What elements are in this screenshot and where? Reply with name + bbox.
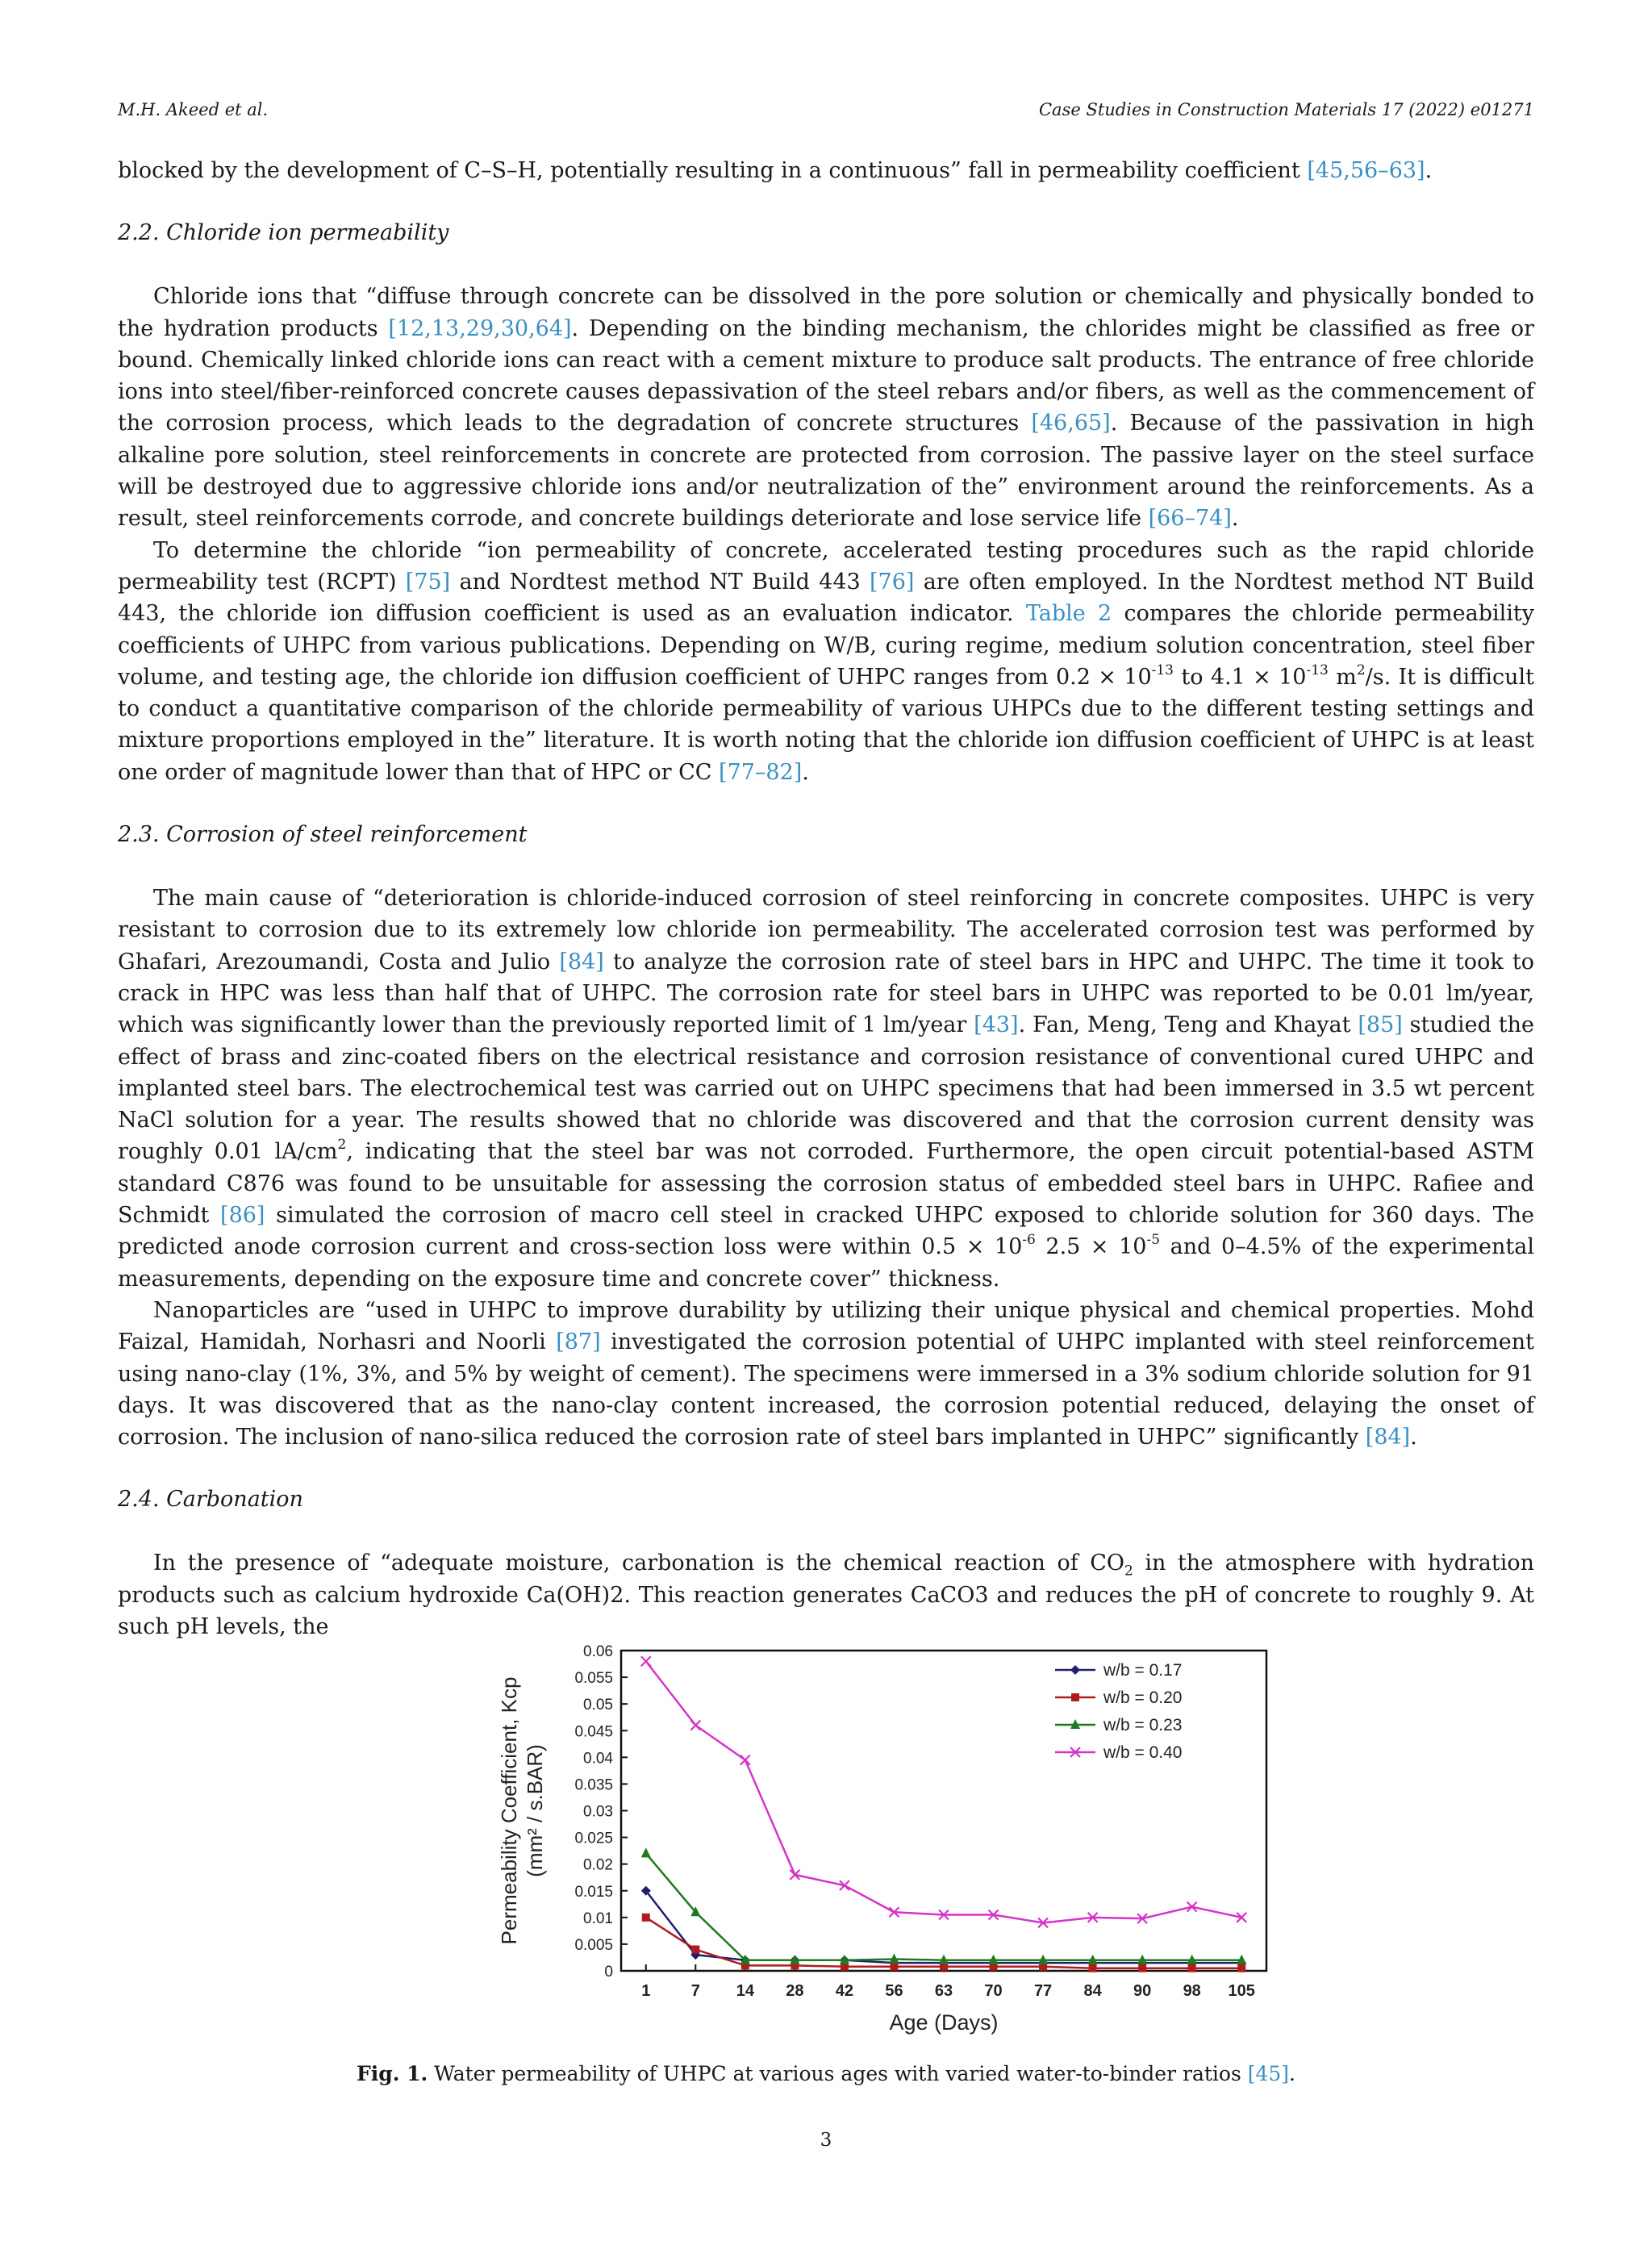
x-tick-label: 56 xyxy=(885,1982,903,2000)
legend-label: w/b = 0.17 xyxy=(1103,1661,1183,1680)
series-line-1 xyxy=(646,1891,1241,1963)
citation-link[interactable]: [66–74] xyxy=(1148,506,1232,532)
x-tick-label: 7 xyxy=(690,1982,700,2000)
x-tick-label: 70 xyxy=(984,1982,1003,2000)
y-tick-label: 0.04 xyxy=(583,1750,613,1768)
x-tick-label: 90 xyxy=(1133,1982,1152,2000)
y-tick-label: 0.01 xyxy=(583,1910,613,1927)
legend-label: w/b = 0.40 xyxy=(1103,1743,1183,1762)
y-axis-title: Permeability Coefficient, Kcp xyxy=(497,1676,521,1945)
header-authors: M.H. Akeed et al. xyxy=(118,100,269,119)
legend-marker xyxy=(1070,1665,1080,1675)
paragraph-corrosion: The main cause of “deterioration is chloride-induced corrosion of steel reinforcing in concrete composites. UHPC is very resistant to corrosion due to its extremely low chloride ion permeability. The accelerated corrosion test was performed by Ghafari, Arezoumandi, Costa and Julio [84] to analyze the corrosion rate of steel bars in HPC and UHPC. The time it took to crack in HPC was less than half that of UHPC. The corrosion rate for steel bars in UHPC was reported to be 0.01 lm/year, which was significantly lower than the previously reported limit of 1 lm/year [43]. Fan, Meng, Teng and Khayat [85] studied the effect of brass and zinc-coated fibers on the electrical resistance and corrosion resistance of conventional cured UHPC and implanted steel bars. The electrochemical test was carried out on UHPC specimens that had been immersed in 3.5 wt percent NaCl solution for a year. The results showed that no chloride was discovered and that the corrosion current density was roughly 0.01 $lA/cm^2$, indicating that the steel bar was not corroded. Furthermore, the open circuit potential-based ASTM standard C876 was found to be unsuitable for assessing the corrosion status of embedded steel bars in UHPC. Rafiee and Schmidt [86] simulated the corrosion of macro cell steel in cracked UHPC exposed to chloride solution for 360 days. The predicted anode corrosion current and cross-section loss were within $0.5 \times 10^{-6}$ $2.5 \times 10^{-5}$ and 0–4.5% of the experimental measurements, depending on the exposure time and concrete cover” thickness. xyxy=(118,886,1534,1292)
paragraph-carbonation: In the presence of “adequate moisture, carbonation is the chemical reaction of $CO_2$ in the atmosphere with hydration products such as calcium hydroxide Ca(OH)2. This reaction generates CaCO3 and reduces the pH of concrete to roughly 9. At such pH levels, the xyxy=(118,1551,1534,1639)
data-point xyxy=(1188,1964,1196,1972)
x-tick-label: 42 xyxy=(835,1982,854,2000)
y-tick-label: 0.005 xyxy=(574,1936,613,1954)
data-point xyxy=(690,1721,700,1730)
y-tick-label: 0.03 xyxy=(583,1803,613,1821)
caption-label: Fig. 1. xyxy=(356,2062,428,2085)
figure-1 xyxy=(476,1628,1283,2047)
paragraph-chloride-ions: Chloride ions that “diffuse through concrete can be dissolved in the pore solution or chemically and physically bonded to the hydration products [12,13,29,30,64]. Depending on the binding mechanism, the chlorides might be classified as free or bound. Chemically linked chloride ions can react with a cement mixture to produce salt products. The entrance of free chloride ions into steel/fiber-reinforced concrete causes depassivation of the steel rebars and/or fibers, as well as the commencement of the corrosion process, which leads to the degradation of concrete structures [46,65]. Because of the passivation in high alkaline pore solution, steel reinforcements in concrete are protected from corrosion. The passive layer on the steel surface will be destroyed due to aggressive chloride ions and/or neutralization of the” environment around the reinforcements. As a result, steel reinforcements corrode, and concrete buildings deteriorate and lose service life [66–74]. xyxy=(118,284,1534,532)
figure-caption: Fig. 1. Water permeability of UHPC at various ages with varied water-to-binder ratios [45]. xyxy=(356,2062,1295,2085)
section-heading-2-3: 2.3. Corrosion of steel reinforcement xyxy=(118,822,528,848)
x-tick-label: 28 xyxy=(786,1982,804,2000)
data-point xyxy=(890,1963,898,1971)
y-tick-label: 0.055 xyxy=(574,1670,613,1688)
citation-link[interactable]: [75] xyxy=(405,569,451,595)
y-tick-label: 0.02 xyxy=(583,1856,613,1874)
legend-label: w/b = 0.20 xyxy=(1103,1688,1183,1707)
data-point xyxy=(691,1946,699,1954)
data-point xyxy=(740,1755,750,1765)
x-axis-title: Age (Days) xyxy=(889,2010,999,2035)
citation-link[interactable]: [43] xyxy=(974,1012,1019,1038)
legend-marker xyxy=(1071,1693,1079,1701)
y-tick-label: 0.035 xyxy=(574,1776,613,1794)
y-tick-label: 0.05 xyxy=(583,1697,613,1714)
data-point xyxy=(1089,1964,1097,1972)
caption-text: Water permeability of UHPC at various ages with varied water-to-binder ratios xyxy=(434,2062,1248,2085)
running-head xyxy=(118,100,1534,124)
y-tick-label: 0.045 xyxy=(574,1723,613,1741)
data-point xyxy=(641,1656,651,1666)
citation-link[interactable]: [86] xyxy=(220,1203,265,1229)
body-text xyxy=(118,155,1534,1642)
y-tick-label: 0.015 xyxy=(574,1883,613,1901)
permeability-chart xyxy=(476,1628,1283,2047)
data-point xyxy=(1237,1964,1245,1972)
data-point xyxy=(642,1914,650,1922)
y-tick-label: 0.06 xyxy=(583,1643,613,1660)
series-line-3 xyxy=(646,1853,1241,1960)
paragraph-nanoparticles: Nanoparticles are “used in UHPC to improve durability by utilizing their unique physical and chemical properties. Mohd Faizal, Hamidah, Norhasri and Noorli [87] investigated the corrosion potential of UHPC implanted with steel reinforcement using nano-clay (1%, 3%, and 5% by weight of cement). The specimens were immersed in a 3% sodium chloride solution for 91 days. It was discovered that as the nano-clay content increased, the corrosion potential reduced, delaying the onset of corrosion. The inclusion of nano-silica reduced the corrosion rate of steel bars implanted in UHPC” significantly [84]. xyxy=(118,1297,1535,1450)
section-heading-2-4: 2.4. Carbonation xyxy=(118,1487,303,1513)
x-tick-label: 63 xyxy=(934,1982,953,2000)
citation-link[interactable]: [12,13,29,30,64] xyxy=(388,315,572,341)
header-journal: Case Studies in Construction Materials 17 (2022) e01271 xyxy=(1038,100,1534,119)
citation-link[interactable]: [76] xyxy=(869,569,915,595)
citation-link[interactable]: [87] xyxy=(556,1329,601,1355)
section-heading-2-2: 2.2. Chloride ion permeability xyxy=(118,220,449,246)
x-tick-label: 1 xyxy=(641,1982,651,2000)
y-tick-label: 0 xyxy=(604,1964,613,1981)
x-tick-label: 105 xyxy=(1228,1982,1255,2000)
table-link[interactable]: Table 2 xyxy=(1025,601,1112,627)
x-tick-label: 98 xyxy=(1183,1982,1201,2000)
citation-link[interactable]: [84] xyxy=(1365,1425,1411,1450)
data-point xyxy=(641,1847,651,1857)
x-tick-label: 14 xyxy=(736,1982,754,2000)
x-tick-label: 77 xyxy=(1033,1982,1053,2000)
x-tick-label: 84 xyxy=(1083,1982,1102,2000)
page-number: 3 xyxy=(820,2130,832,2151)
citation-link[interactable]: [77–82] xyxy=(719,759,803,785)
data-point xyxy=(1138,1964,1146,1972)
y-axis-unit: (mm² / s.BAR) xyxy=(523,1744,547,1877)
legend-label: w/b = 0.23 xyxy=(1103,1716,1183,1734)
y-tick-label: 0.025 xyxy=(574,1830,613,1847)
paragraph-chloride-testing: To determine the chloride “ion permeability of concrete, accelerated testing procedures such as the rapid chloride permeability test (RCPT) [75] and Nordtest method NT Build 443 [76] are often employed. In the Nordtest method NT Build 443, the chloride ion diffusion coefficient is used as an evaluation indicator. Table 2 compares the chloride permeability coefficients of UHPC from various publications. Depending on W/B, curing regime, medium solution concentration, steel fiber volume, and testing age, the chloride ion diffusion coefficient of UHPC ranges from $0.2 \times 10^{-13}$ to $4.1 \times 10^{-13}$ $m^2/s$. It is difficult to conduct a quantitative comparison of the chloride permeability of various UHPCs due to the different testing settings and mixture proportions employed in the” literature. It is worth noting that the chloride ion diffusion coefficient of UHPC is at least one order of magnitude lower than that of HPC or CC [77–82]. xyxy=(118,537,1535,785)
citation-link[interactable]: [85] xyxy=(1358,1012,1403,1038)
citation-link[interactable]: [45] xyxy=(1247,2062,1290,2085)
citation-link[interactable]: [45,56–63] xyxy=(1307,158,1425,183)
citation-link[interactable]: [84] xyxy=(559,949,604,975)
paragraph-continuation: blocked by the development of C–S–H, potentially resulting in a continuous” fall in permeability coefficient [45,56–63]. xyxy=(118,158,1433,183)
citation-link[interactable]: [46,65] xyxy=(1031,411,1111,436)
